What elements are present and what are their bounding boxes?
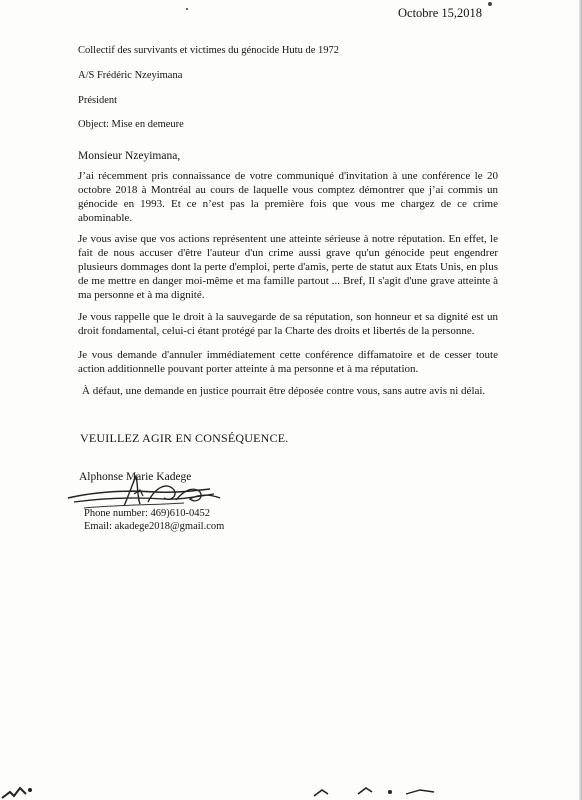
scan-mark-bottom (310, 780, 440, 800)
scan-mark-bottom-left (0, 770, 60, 800)
phone-number: Phone number: 469)610-0452 (84, 508, 210, 519)
closing-line: VEUILLEZ AGIR EN CONSÉQUENCE. (80, 431, 289, 445)
paragraph-4: Je vous demande d'annuler immédiatement cette conférence diffamatoire et de cesser toute action additionnelle pouvant porter atteinte à ma personne et à ma réputation. (78, 349, 498, 375)
paragraph-5: À défaut, une demande en justice pourrait être déposée contre vous, sans autre avis ni délai. (82, 385, 486, 397)
recipient-role: Président (78, 95, 118, 106)
salutation: Monsieur Nzeyimana, (78, 150, 181, 162)
paragraph-1: J’ai récemment pris connaissance de votre communiqué d'invitation à une conférence le 20 octobre 2018 à Montréal au cours de laquelle vous comptez démontrer que j’ai commis un génocide en 1993. Et ce n’est pas la première fois que vous me chargez de ce crime abominable. (78, 170, 498, 224)
letter-object: Object: Mise en demeure (78, 119, 184, 130)
signer-name: Alphonse Marie Kadege (79, 471, 192, 483)
recipient-attention: A/S Frédéric Nzeyimana (78, 70, 183, 81)
scan-dot-top-left (186, 8, 188, 10)
paragraph-3: Je vous rappelle que le droit à la sauvegarde de sa réputation, son honneur et sa dignité est un droit fondamental, celui-ci étant protégé par la Charte des droits et libertés de la personne. (78, 311, 498, 337)
scan-dot-top (488, 2, 492, 6)
email-address: Email: akadege2018@gmail.com (84, 521, 225, 532)
recipient-organization: Collectif des survivants et victimes du génocide Hutu de 1972 (78, 45, 339, 56)
letter-date: Octobre 15,2018 (398, 6, 483, 20)
paragraph-2: Je vous avise que vos actions représentent une atteinte sérieuse à notre réputation. En effet, le fait de nous accuser d'être l'auteur d'un crime aussi grave qu'un génocide peut engendrer plusieurs dommages dont la perte d'emploi, perte d'amis, perte de statut aux Etats Unis, en plus de me mettre en danger moi-même et ma famille partout ... Bref, Il s'agit d'une grave atteinte à ma personne et à ma dignité. (78, 233, 498, 301)
